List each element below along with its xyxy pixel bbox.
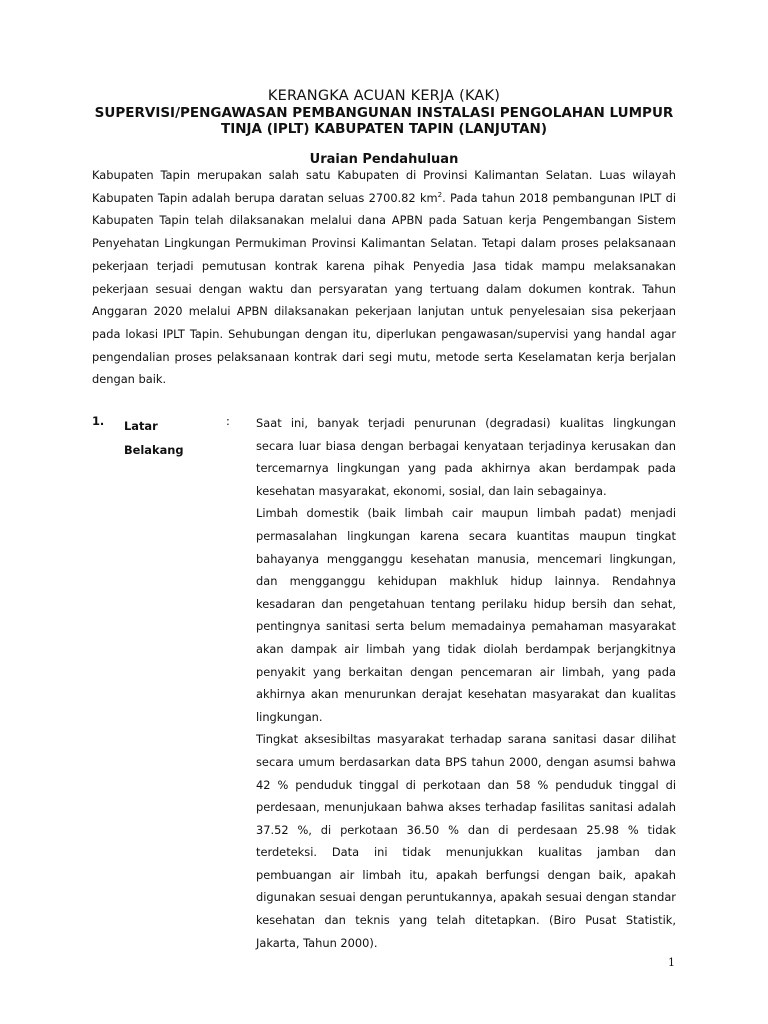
intro-superscript: 2 [437,190,443,199]
section-label-line2: Belakang [124,443,184,457]
section-label-line1: Latar [124,419,158,433]
intro-heading: Uraian Pendahuluan [309,152,459,167]
section-paragraph-2: Limbah domestik (baik limbah cair maupun limbah padat) menjadi permasalahan lingkungan karena secara kuantitas maupun tingkat bahayanya mengganggu kesehatan manusia, mencemari lingkungan, dan mengganggu kehidupan makhluk hidup lainnya. Rendahnya kesadaran dan pengetahuan tentang perilaku hidup bersih dan sehat, pentingnya sanitasi serta belum memadainya pemahaman masyarakat akan dampak air limbah yang tidak diolah berdampak berjangkitnya penyakit yang berkaitan dengan pencemaran air limbah, yang pada akhirnya akan menurunkan derajat kesehatan masyarakat dan kualitas lingkungan. [256,506,676,724]
document-subtitle-line1: SUPERVISI/PENGAWASAN PEMBANGUNAN INSTALASI PENGOLAHAN LUMPUR [94,105,674,121]
section-body [256,412,676,954]
intro-text-part1: Kabupaten Tapin merupakan salah satu Kabupaten di Provinsi Kalimantan Selatan. Luas wilayah Kabupaten Tapin adalah berupa daratan seluas 2700.82 km [92,168,676,205]
section-paragraph-3: Tingkat aksesibiltas masyarakat terhadap sarana sanitasi dasar dilihat secara umum berdasarkan data BPS tahun 2000, dengan asumsi bahwa 42 % penduduk tinggal di perkotaan dan 58 % penduduk tinggal di perdesaan, menunjukaan bahwa akses terhadap fasilitas sanitasi adalah 37.52 %, di perkotaan 36.50 % dan di perdesaan 25.98 % tidak terdeteksi. Data ini tidak menunjukkan kualitas jamban dan pembuangan air limbah itu, apakah berfungsi dengan baik, apakah digunakan sesuai dengan peruntukannya, apakah sesuai dengan standar kesehatan dan teknis yang telah ditetapkan. (Biro Pusat Statistik, Jakarta, Tahun 2000). [256,732,676,950]
document-subtitle-line2: TINJA (IPLT) KABUPATEN TAPIN (LANJUTAN) [221,121,547,137]
section-number: 1. [92,414,105,428]
page-number: 1 [668,956,675,969]
intro-text-part2: . Pada tahun 2018 pembangunan IPLT di Kabupaten Tapin telah dilaksanakan melalui dana APBN pada Satuan kerja Pengembangan Sistem Penyehatan Lingkungan Permukiman Provinsi Kalimantan Selatan. Tetapi dalam proses pelaksanaan pekerjaan terjadi pemutusan kontrak karena pihak Penyedia Jasa tidak mampu melaksanakan pekerjaan sesuai dengan waktu dan persyaratan yang tertuang dalam dokumen kontrak. Tahun Anggaran 2020 melalui APBN dilaksanakan pekerjaan lanjutan untuk penyelesaian sisa pekerjaan pada lokasi IPLT Tapin. Sehubungan dengan itu, diperlukan pengawasan/supervisi yang handal agar pengendalian proses pelaksanaan kontrak dari segi mutu, metode serta Keselamatan kerja berjalan dengan baik. [92,190,676,387]
document-title: KERANGKA ACUAN KERJA (KAK) [267,88,501,104]
section-paragraph-1: Saat ini, banyak terjadi penurunan (degradasi) kualitas lingkungan secara luar biasa dengan berbagai kenyataan terjadinya kerusakan dan tercemarnya lingkungan yang pada akhirnya akan berdampak pada kesehatan masyarakat, ekonomi, sosial, dan lain sebagainya. [256,416,676,498]
section-colon: : [226,414,230,428]
section-label [124,414,214,462]
intro-paragraph [92,164,676,391]
